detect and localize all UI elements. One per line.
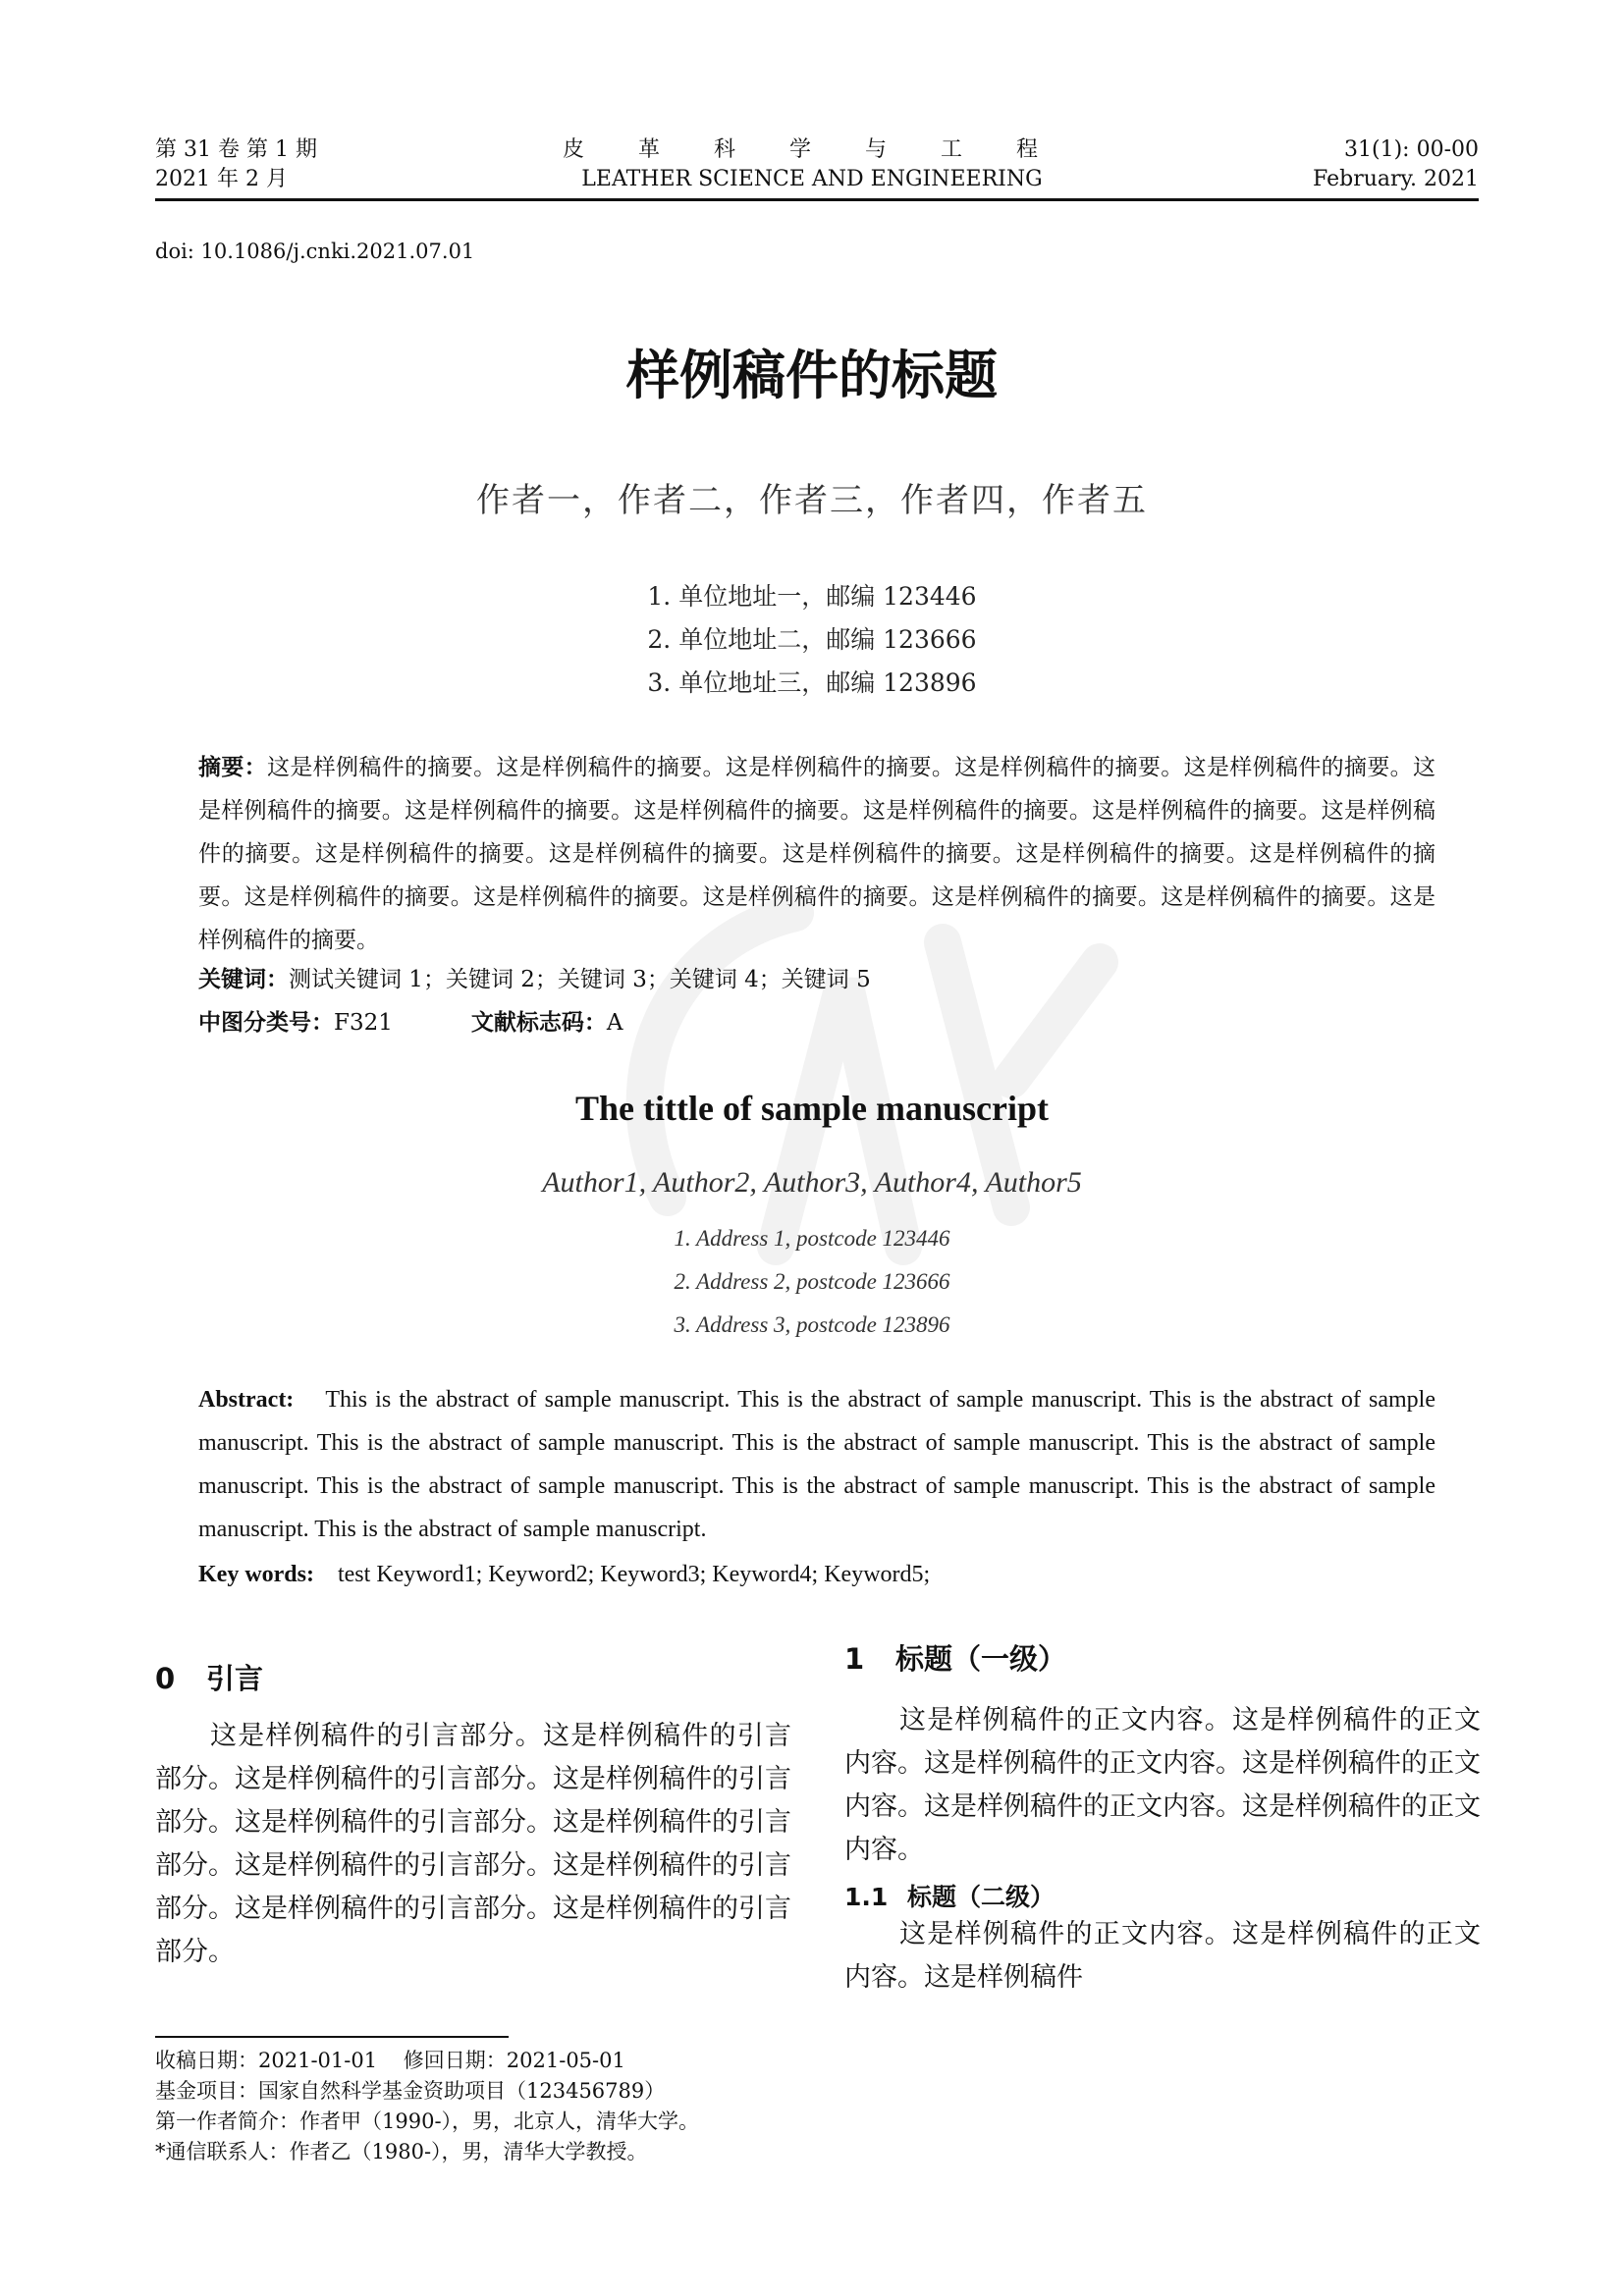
page-range: 31(1): 00-00 bbox=[1344, 137, 1479, 162]
section-0-title: 引言 bbox=[206, 1662, 264, 1695]
affiliation-en-1: 1. Address 1, postcode 123446 bbox=[674, 1226, 950, 1251]
footnote-dates bbox=[155, 2046, 699, 2076]
header-right bbox=[1313, 135, 1479, 194]
affiliations-en bbox=[0, 1217, 1624, 1347]
received-date: 收稿日期：2021-01-01 bbox=[155, 2049, 378, 2072]
footnotes bbox=[155, 2046, 699, 2167]
abstract-en-label: Abstract: bbox=[198, 1387, 295, 1413]
keywords-cn bbox=[198, 958, 1435, 1001]
abstract-cn-label: 摘要： bbox=[198, 754, 268, 780]
clc-value: F321 bbox=[334, 1010, 393, 1036]
journal-name-en: LEATHER SCIENCE AND ENGINEERING bbox=[581, 167, 1043, 191]
fund-info: 基金项目：国家自然科学基金资助项目（123456789） bbox=[155, 2079, 666, 2103]
affiliation-en-2: 2. Address 2, postcode 123666 bbox=[674, 1269, 950, 1294]
abstract-cn-text: 这是样例稿件的摘要。这是样例稿件的摘要。这是样例稿件的摘要。这是样例稿件的摘要。这是样例稿件的摘要。这是样例稿件的摘要。这是样例稿件的摘要。这是样例稿件的摘要。这是样例稿件的摘要。这是样例稿件的摘要。这是样例稿件的摘要。这是样例稿件的摘要。这是样例稿件的摘要。这是样例稿件的摘要。这是样例稿件的摘要。这是样例稿件的摘要。这是样例稿件的摘要。这是样例稿件的摘要。这是样例稿件的摘要。这是样例稿件的摘要。这是样例稿件的摘要。这是样例稿件的摘要。 bbox=[198, 755, 1436, 953]
first-author-info: 第一作者简介：作者甲（1990-），男，北京人，清华大学。 bbox=[155, 2109, 700, 2133]
doi: doi: 10.1086/j.cnki.2021.07.01 bbox=[155, 240, 475, 263]
keywords-cn-label: 关键词： bbox=[198, 966, 289, 992]
affiliation-cn-3: 3. 单位地址三，邮编 123896 bbox=[647, 668, 977, 697]
authors-cn: 作者一，作者二，作者三，作者四，作者五 bbox=[476, 481, 1148, 520]
keywords-en-label: Key words: bbox=[198, 1562, 314, 1587]
doc-code-label: 文献标志码： bbox=[470, 1009, 607, 1036]
section-1-1-body: 这是样例稿件的正文内容。这是样例稿件的正文内容。这是样例稿件 bbox=[844, 1919, 1481, 1993]
volume-issue: 第 31 卷 第 1 期 bbox=[155, 137, 317, 162]
corresponding-author-info: *通信联系人：作者乙（1980-），男，清华大学教授。 bbox=[155, 2140, 648, 2163]
left-column bbox=[155, 1657, 791, 1974]
keywords-en bbox=[198, 1553, 1435, 1596]
classification-cn bbox=[198, 1001, 1435, 1044]
clc-label: 中图分类号： bbox=[198, 1009, 334, 1036]
section-1-title: 标题（一级） bbox=[895, 1642, 1067, 1676]
section-0-body: 这是样例稿件的引言部分。这是样例稿件的引言部分。这是样例稿件的引言部分。这是样例稿件的引言部分。这是样例稿件的引言部分。这是样例稿件的引言部分。这是样例稿件的引言部分。这是样例稿件的引言部分。这是样例稿件的引言部分。这是样例稿件的引言部分。 bbox=[155, 1721, 791, 1967]
journal-name-cn: 皮 革 科 学 与 工 程 bbox=[563, 137, 1061, 162]
keywords-cn-text: 测试关键词 1；关键词 2；关键词 3；关键词 4；关键词 5 bbox=[289, 967, 871, 992]
affiliation-en-3: 3. Address 3, postcode 123896 bbox=[674, 1312, 950, 1337]
issue-date-cn: 2021 年 2 月 bbox=[155, 167, 288, 191]
abstract-cn bbox=[198, 746, 1435, 962]
section-1-number: 1 bbox=[844, 1642, 865, 1676]
authors-en: Author1, Author2, Author3, Author4, Author5 bbox=[542, 1166, 1082, 1199]
section-1-1-number: 1.1 bbox=[844, 1883, 889, 1911]
issue-date-en: February. 2021 bbox=[1313, 167, 1479, 191]
affiliation-cn-1: 1. 单位地址一，邮编 123446 bbox=[647, 582, 977, 611]
abstract-en-text: This is the abstract of sample manuscript. This is the abstract of sample manuscript. This is the abstract of sample manuscript. This is the abstract of sample manuscript. This is the abstract of sample manuscript. This is the abstract of sample manuscript. This is the abstract of sample manuscript. This is the abstract of sample manuscript. This is the abstract of sample manuscript. This is the abstract of sample manuscript. bbox=[198, 1387, 1435, 1542]
section-0-number: 0 bbox=[155, 1662, 176, 1695]
doc-code-value: A bbox=[606, 1010, 623, 1036]
section-1-heading bbox=[844, 1637, 1481, 1678]
right-column bbox=[844, 1637, 1481, 2000]
title-en: The tittle of sample manuscript bbox=[575, 1089, 1049, 1128]
header-rule bbox=[155, 198, 1479, 201]
section-1-1-heading bbox=[844, 1878, 1481, 1913]
affiliation-cn-2: 2. 单位地址二，邮编 123666 bbox=[647, 625, 977, 654]
title-cn: 样例稿件的标题 bbox=[626, 345, 998, 406]
section-1-1-title: 标题（二级） bbox=[907, 1883, 1056, 1911]
revised-date: 修回日期：2021-05-01 bbox=[403, 2049, 625, 2072]
footnote-rule bbox=[155, 2036, 509, 2038]
keywords-en-text: test Keyword1; Keyword2; Keyword3; Keyword4; Keyword5; bbox=[337, 1562, 931, 1587]
affiliations-cn bbox=[0, 575, 1624, 705]
abstract-en bbox=[198, 1378, 1435, 1551]
section-1-body: 这是样例稿件的正文内容。这是样例稿件的正文内容。这是样例稿件的正文内容。这是样例稿件的正文内容。这是样例稿件的正文内容。这是样例稿件的正文内容。 bbox=[844, 1705, 1481, 1865]
section-0-heading bbox=[155, 1657, 791, 1697]
